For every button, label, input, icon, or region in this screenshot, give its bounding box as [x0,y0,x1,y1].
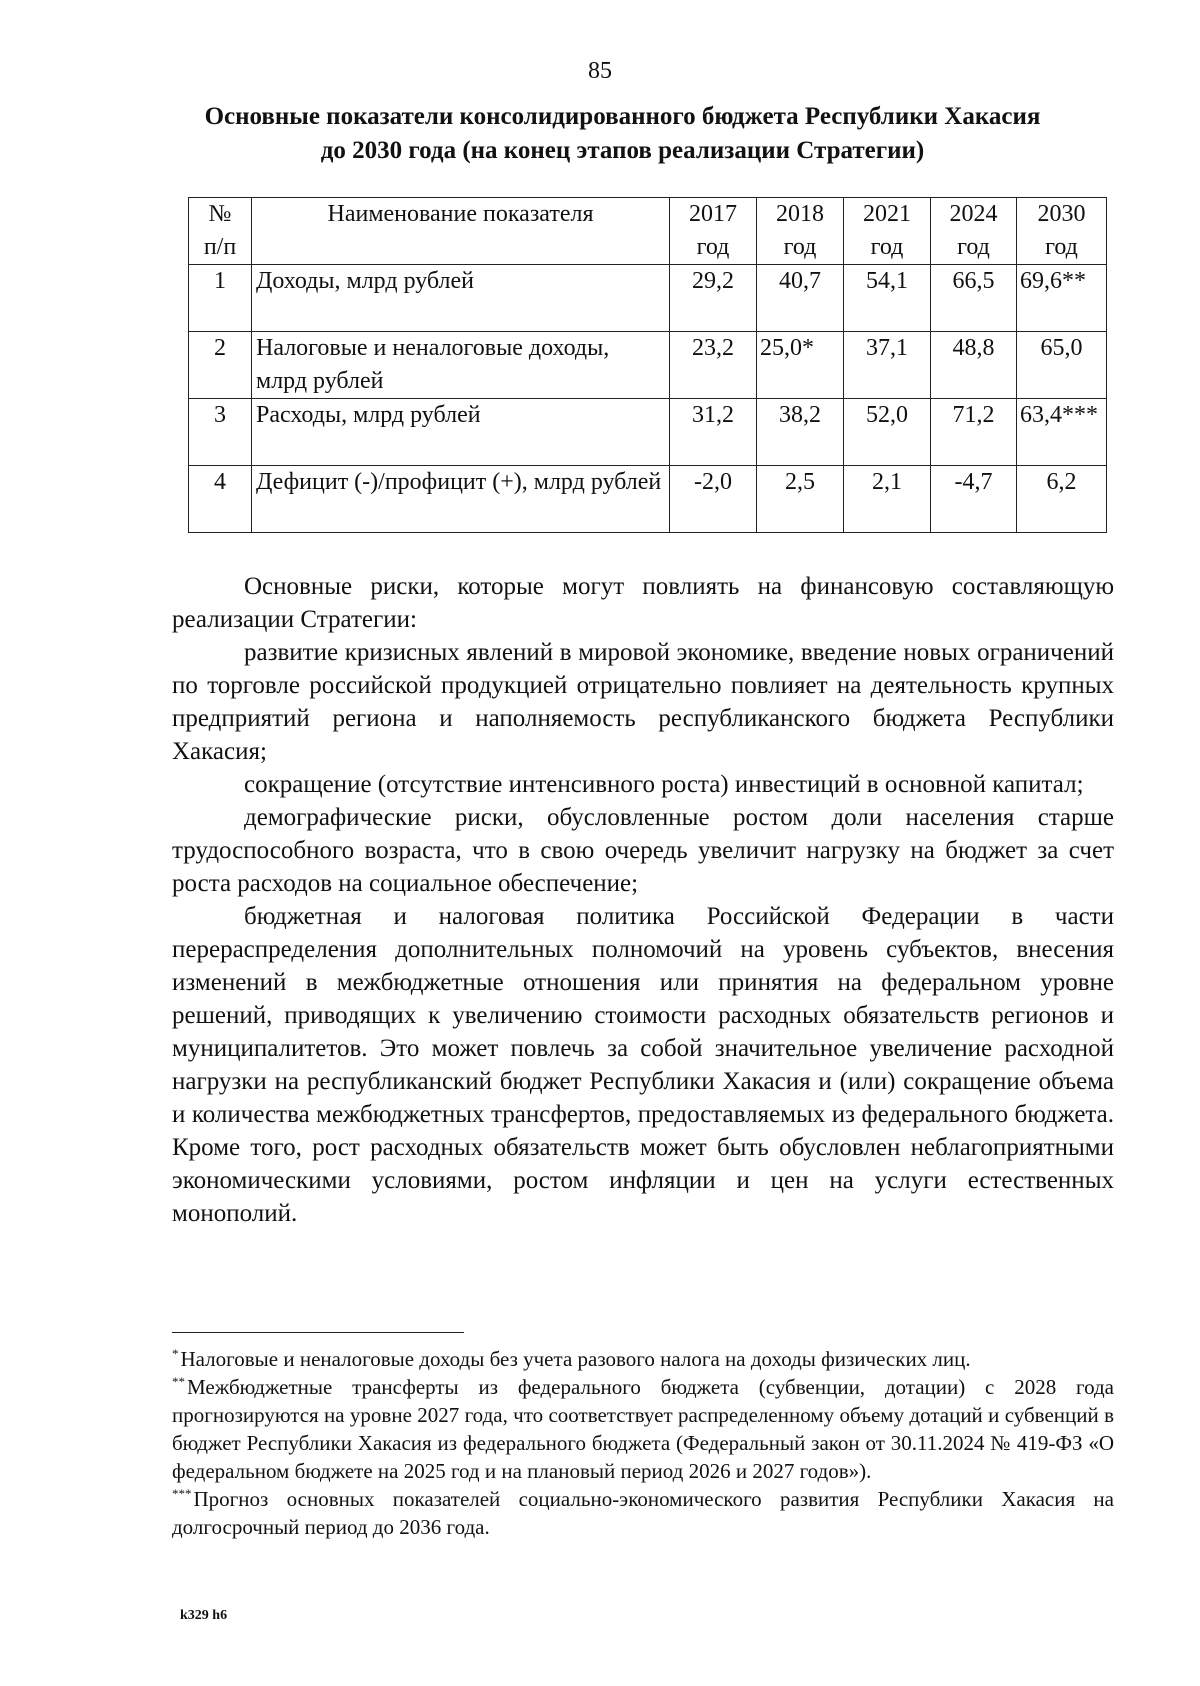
table-row [189,466,1107,533]
cell-value: 6,2 [1017,466,1107,533]
table-row [189,332,1107,399]
row-indicator-name: Дефицит (-)/профицит (+), млрд рублей [252,466,670,533]
cell-value: 2,5 [757,466,844,533]
row-indicator-name: Доходы, млрд рублей [252,265,670,332]
cell-value: 65,0 [1017,332,1107,399]
table-row [189,265,1107,332]
header-year-unit: год [783,234,817,260]
footnote-text: Налоговые и неналоговые доходы без учета разового налога на доходы физических лиц. [180,1347,971,1371]
header-year-value: 2018 [776,201,824,227]
body-paragraph: бюджетная и налоговая политика Российской Федерации в части перераспределения дополнительных полномочий на уровень субъектов, внесения изменений в межбюджетные отношения или принятия на федеральном уровне решений, приводящих к увеличению стоимости расходных обязательств регионов и муниципалитетов. Это может повлечь за собой значительное увеличение расходной нагрузки на республиканский бюджет Республики Хакасия и (или) сокращение объема и количества межбюджетных трансфертов, предоставляемых из федерального бюджета. Кроме того, рост расходных обязательств может быть обусловлен неблагоприятными экономическими условиями, ростом инфляции и цен на услуги естественных монополий. [172,903,1114,1227]
cell-value: -2,0 [670,466,757,533]
header-number-line-1: № [208,201,232,227]
cell-value: 31,2 [670,399,757,466]
footnote [172,1373,1114,1485]
footnote-mark: *** [172,1486,192,1501]
footnote-text: Межбюджетные трансферты из федерального бюджета (субвенции, дотации) с 2028 года прогнозируются на уровне 2027 года, что соответствует распределенному объему дотаций и субвенций в бюджет Республики Хакасия из федерального бюджета (Федеральный закон от 30.11.2024 № 419-ФЗ «О федеральном бюджете на 2025 год и на плановый период 2026 и 2027 годов»). [172,1375,1114,1483]
cell-value: 54,1 [844,265,931,332]
cell-value: 52,0 [844,399,931,466]
cell-value: 38,2 [757,399,844,466]
header-year-unit: год [957,234,990,260]
cell-value: 2,1 [844,466,931,533]
body-text [172,570,1114,1230]
cell-value: -4,7 [931,466,1017,533]
page-number: 85 [588,58,612,84]
row-number: 3 [189,399,252,466]
cell-value: 66,5 [931,265,1017,332]
budget-indicators-table [188,197,1107,533]
cell-value: 40,7 [757,265,844,332]
header-year-value: 2017 [689,201,737,227]
body-paragraph: Основные риски, которые могут повлиять на финансовую составляющую реализации Стратегии: [172,573,1114,633]
cell-value: 63,4*** [1017,399,1107,466]
header-year-unit: год [870,234,904,260]
header-indicator-name: Наименование показателя [252,198,670,265]
document-title-line-1: Основные показатели консолидированного бюджета Республики Хакасия [204,103,1041,130]
cell-value: 71,2 [931,399,1017,466]
row-indicator-name: Расходы, млрд рублей [252,399,670,466]
header-year-unit: год [696,234,730,260]
table-row [189,399,1107,466]
footnote [172,1345,1114,1373]
body-paragraph: развитие кризисных явлений в мировой экономике, введение новых ограничений по торговле российской продукцией отрицательно повлияет на деятельность крупных предприятий региона и наполняемость республиканского бюджета Республики Хакасия; [172,639,1114,765]
document-code: k329 h6 [180,1608,228,1623]
header-number [189,198,252,265]
header-year-2021 [844,198,931,265]
header-year-2030 [1017,198,1107,265]
row-indicator-name: Налоговые и неналоговые доходы, млрд рублей [252,332,670,399]
header-year-2024 [931,198,1017,265]
header-year-value: 2030 [1037,201,1086,227]
body-paragraph: демографические риски, обусловленные ростом доли населения старше трудоспособного возраста, что в свою очередь увеличит нагрузку на бюджет за счет роста расходов на социальное обеспечение; [172,804,1114,897]
cell-value: 25,0* [757,332,844,399]
cell-value: 23,2 [670,332,757,399]
header-year-unit: год [1045,234,1078,260]
header-year-2018 [757,198,844,265]
header-year-value: 2024 [949,201,998,227]
row-number: 1 [189,265,252,332]
footnote-separator [172,1332,464,1333]
footnote-mark: ** [172,1374,185,1389]
row-number: 4 [189,466,252,533]
cell-value: 48,8 [931,332,1017,399]
header-number-line-2: п/п [203,234,237,260]
document-title-line-2: до 2030 года (на конец этапов реализации Стратегии) [320,137,925,164]
footnote [172,1485,1114,1541]
cell-value: 29,2 [670,265,757,332]
cell-value: 69,6** [1017,265,1107,332]
body-paragraph: сокращение (отсутствие интенсивного роста) инвестиций в основной капитал; [244,771,1084,798]
footnotes [172,1345,1114,1541]
table-header-row [189,198,1107,265]
header-year-2017 [670,198,757,265]
cell-value: 37,1 [844,332,931,399]
header-year-value: 2021 [863,201,911,227]
footnote-mark: * [172,1346,179,1361]
row-number: 2 [189,332,252,399]
footnote-text: Прогноз основных показателей социально-экономического развития Республики Хакасия на долгосрочный период до 2036 года. [172,1487,1114,1539]
document-title [150,100,1095,168]
